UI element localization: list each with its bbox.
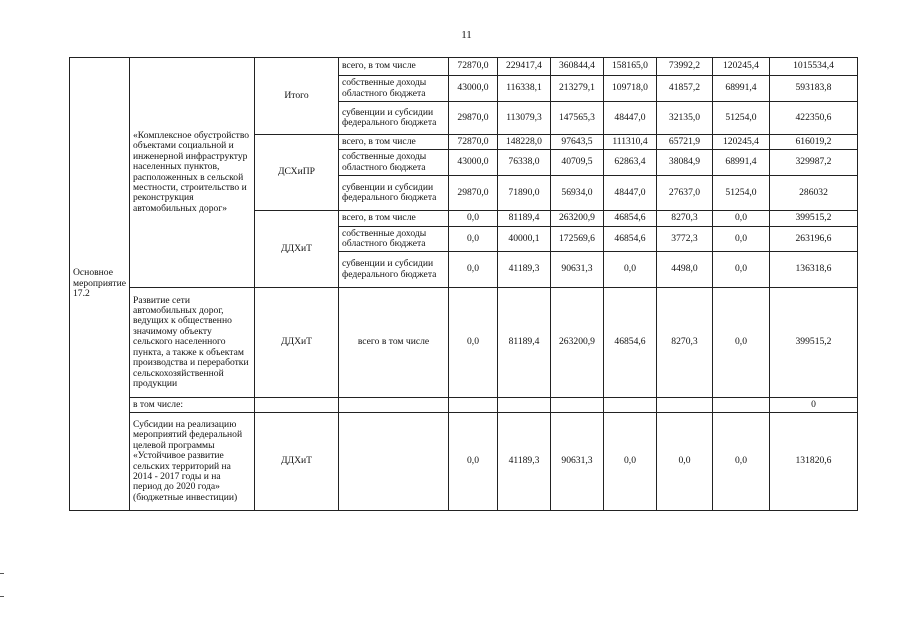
value-cell: 0,0	[449, 252, 498, 288]
value-cell: 97643,5	[551, 135, 604, 150]
indicator-subsidies: субвенции и субсидии федерального бюджета	[339, 176, 449, 211]
value-cell: 1015534,4	[770, 58, 858, 76]
value-cell: 120245,4	[713, 135, 770, 150]
subsidy-executor: ДДХиТ	[255, 413, 339, 511]
value-cell: 40000,1	[498, 227, 551, 252]
value-cell: 51254,0	[713, 176, 770, 211]
indicator-total: всего, в том числе	[339, 135, 449, 150]
value-cell: 40709,5	[551, 150, 604, 176]
value-cell: 72870,0	[449, 58, 498, 76]
value-cell: 81189,4	[498, 288, 551, 398]
page-number: 11	[461, 29, 472, 41]
value-cell: 263200,9	[551, 288, 604, 398]
executor-ddhit: ДДХиТ	[255, 211, 339, 288]
value-cell: 8270,3	[657, 211, 713, 227]
indicator-own: собственные доходы областного бюджета	[339, 227, 449, 252]
value-cell: 46854,6	[604, 211, 657, 227]
value-cell: 360844,4	[551, 58, 604, 76]
value-cell: 43000,0	[449, 76, 498, 102]
value-cell: 46854,6	[604, 288, 657, 398]
value-cell: 73992,2	[657, 58, 713, 76]
value-cell: 263200,9	[551, 211, 604, 227]
value-cell: 0,0	[713, 211, 770, 227]
value-cell: 120245,4	[713, 58, 770, 76]
value-cell: 43000,0	[449, 150, 498, 176]
value-cell: 32135,0	[657, 102, 713, 135]
value-cell: 593183,8	[770, 76, 858, 102]
value-cell: 0,0	[604, 252, 657, 288]
table-row	[70, 413, 858, 511]
network-indicator: всего в том числе	[339, 288, 449, 398]
value-cell: 8270,3	[657, 288, 713, 398]
value-cell: 90631,3	[551, 413, 604, 511]
margin-mark	[0, 596, 4, 597]
value-cell: 109718,0	[604, 76, 657, 102]
value-cell: 48447,0	[604, 176, 657, 211]
value-cell: 131820,6	[770, 413, 858, 511]
value-cell: 29870,0	[449, 102, 498, 135]
executor-itogo: Итого	[255, 58, 339, 135]
value-cell: 4498,0	[657, 252, 713, 288]
value-cell: 76338,0	[498, 150, 551, 176]
value-cell: 0,0	[713, 227, 770, 252]
value-cell: 136318,6	[770, 252, 858, 288]
value-cell: 29870,0	[449, 176, 498, 211]
value-cell: 41189,3	[498, 252, 551, 288]
value-cell: 71890,0	[498, 176, 551, 211]
value-cell: 422350,6	[770, 102, 858, 135]
indicator-subsidies: субвенции и субсидии федерального бюджета	[339, 252, 449, 288]
table-row	[70, 58, 858, 76]
value-cell: 0,0	[713, 413, 770, 511]
value-cell: 0,0	[449, 413, 498, 511]
value-cell: 172569,6	[551, 227, 604, 252]
value-cell: 68991,4	[713, 150, 770, 176]
value-cell: 0,0	[449, 227, 498, 252]
value-cell: 0,0	[657, 413, 713, 511]
budget-table	[69, 57, 858, 511]
value-cell: 0,0	[449, 211, 498, 227]
indicator-total: всего, в том числе	[339, 211, 449, 227]
value-cell: 158165,0	[604, 58, 657, 76]
table-row	[70, 288, 858, 398]
margin-mark	[0, 573, 4, 574]
including-label: в том числе:	[130, 398, 255, 413]
indicator-total: всего, в том числе	[339, 58, 449, 76]
value-cell: 111310,4	[604, 135, 657, 150]
indicator-subsidies: субвенции и субсидии федерального бюджета	[339, 102, 449, 135]
network-title: Развитие сети автомобильных дорог, ведущих к общественно значимому объекту сельского населенного пункта, а также к объектам производства и переработки сельскохозяйственной продукции	[130, 288, 255, 398]
value-cell: 27637,0	[657, 176, 713, 211]
indicator-own: собственные доходы областного бюджета	[339, 150, 449, 176]
event-title: «Комплексное обустройство объектами социальной и инженерной инфраструктур населенных пунктов, расположенных в сельской местности, строительство и реконструкция автомобильных дорог»	[130, 58, 255, 288]
value-cell: 148228,0	[498, 135, 551, 150]
value-cell: 72870,0	[449, 135, 498, 150]
value-cell: 65721,9	[657, 135, 713, 150]
value-cell: 38084,9	[657, 150, 713, 176]
value-cell: 399515,2	[770, 211, 858, 227]
value-cell: 263196,6	[770, 227, 858, 252]
value-cell: 213279,1	[551, 76, 604, 102]
value-cell: 616019,2	[770, 135, 858, 150]
value-cell: 41857,2	[657, 76, 713, 102]
value-cell: 116338,1	[498, 76, 551, 102]
indicator-own: собственные доходы областного бюджета	[339, 76, 449, 102]
value-cell: 51254,0	[713, 102, 770, 135]
value-cell: 286032	[770, 176, 858, 211]
value-cell: 147565,3	[551, 102, 604, 135]
value-cell: 3772,3	[657, 227, 713, 252]
value-cell: 229417,4	[498, 58, 551, 76]
executor-dshipr: ДСХиПР	[255, 135, 339, 211]
table-row	[70, 398, 858, 413]
value-cell: 62863,4	[604, 150, 657, 176]
value-cell: 56934,0	[551, 176, 604, 211]
value-cell: 81189,4	[498, 211, 551, 227]
value-cell: 41189,3	[498, 413, 551, 511]
value-cell: 399515,2	[770, 288, 858, 398]
value-cell: 0,0	[449, 288, 498, 398]
network-executor: ДДХиТ	[255, 288, 339, 398]
value-cell: 48447,0	[604, 102, 657, 135]
value-cell: 46854,6	[604, 227, 657, 252]
including-total: 0	[770, 398, 858, 413]
subsidy-title: Субсидии на реализацию мероприятий федеральной целевой программы «Устойчивое развитие сельских территорий на 2014 - 2017 годы и на период до 2020 года» (бюджетные инвестиции)	[130, 413, 255, 511]
value-cell: 329987,2	[770, 150, 858, 176]
value-cell: 90631,3	[551, 252, 604, 288]
value-cell: 68991,4	[713, 76, 770, 102]
value-cell: 0,0	[604, 413, 657, 511]
value-cell: 0,0	[713, 288, 770, 398]
event-name: Основное мероприятие 17.2	[70, 58, 130, 511]
value-cell: 113079,3	[498, 102, 551, 135]
value-cell: 0,0	[713, 252, 770, 288]
